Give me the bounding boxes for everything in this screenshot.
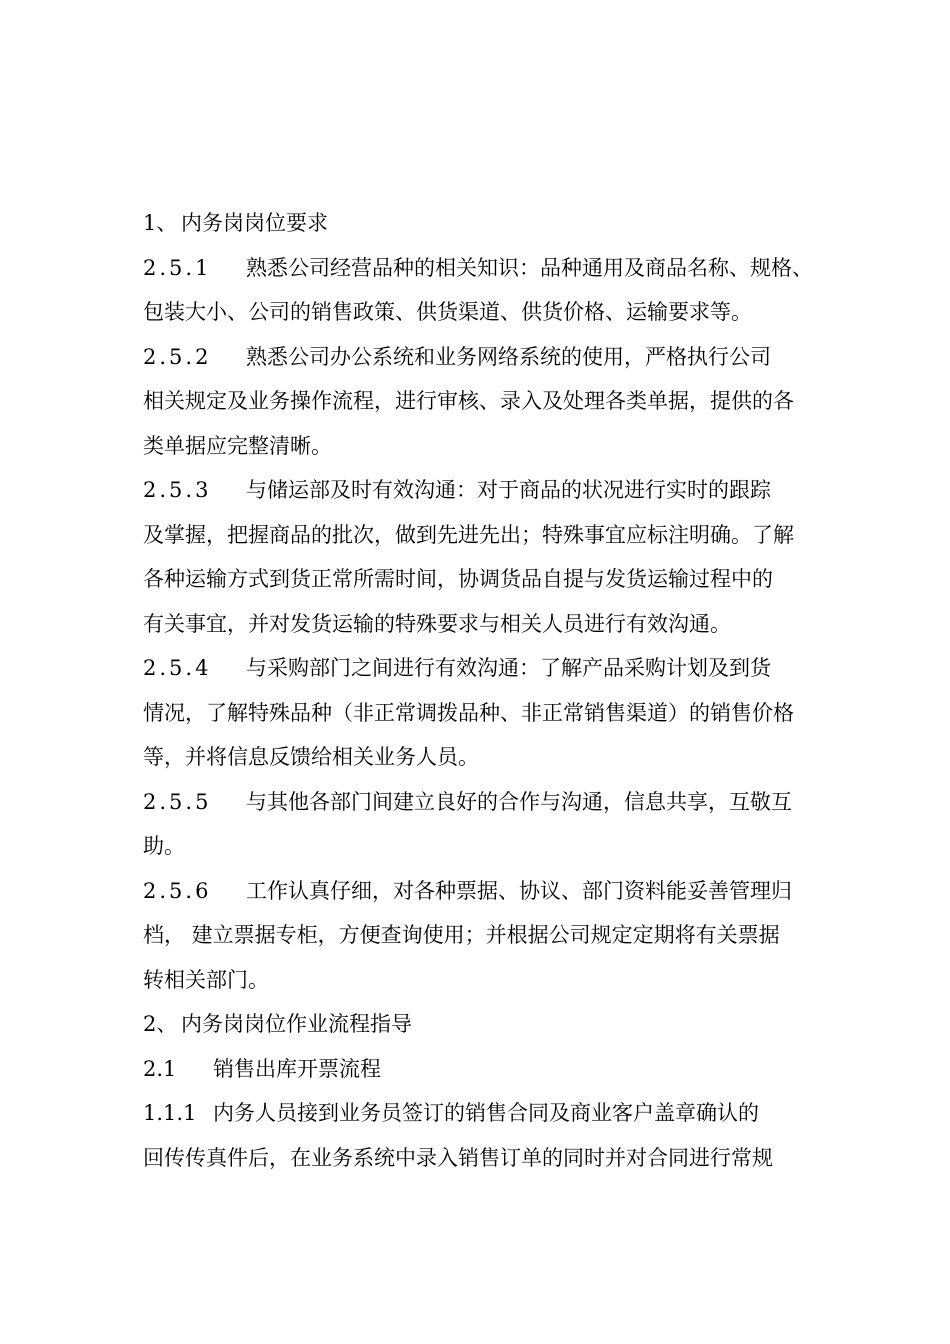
paragraph-number: 2.5.5	[143, 789, 212, 814]
heading-text: 销售出库开票流程	[213, 1056, 381, 1081]
paragraph-number: 2.5.1	[143, 255, 212, 280]
paragraph-2-5-2-line-3: 类单据应完整清晰。	[143, 433, 332, 458]
paragraph-text: 工作认真仔细，对各种票据、协议、部门资料能妥善管理归	[246, 878, 792, 903]
paragraph-number: 2.5.4	[143, 656, 212, 680]
heading-text: 内务岗岗位要求	[181, 211, 328, 235]
paragraph-number: 1.1.1	[143, 1101, 197, 1125]
paragraph-2-5-3-line-1	[143, 468, 823, 513]
paragraph-number: 2.5.3	[143, 478, 212, 502]
paragraph-2-5-6-line-2: 档， 建立票据专柜，方便查询使用；并根据公司规定定期将有关票据	[143, 923, 780, 947]
paragraph-2-5-1-line-1	[143, 246, 823, 291]
heading-number: 2.1	[143, 1056, 177, 1081]
paragraph-text: 与储运部及时有效沟通：对于商品的状况进行实时的跟踪	[246, 478, 771, 502]
paragraph-2-5-3-line-4: 有关事宜，并对发货运输的特殊要求与相关人员进行有效沟通。	[143, 611, 731, 636]
paragraph-2-5-6-line-1	[143, 869, 823, 914]
paragraph-number: 2.5.6	[143, 878, 212, 903]
heading-number: 2、	[143, 1012, 178, 1036]
paragraph-2-5-2-line-1	[143, 335, 823, 380]
paragraph-1-1-1-line-1	[143, 1091, 823, 1136]
section-heading-2	[143, 1002, 823, 1047]
paragraph-2-5-4-line-1	[143, 646, 823, 691]
paragraph-2-5-4-line-2: 情况，了解特殊品种（非正常调拨品种、非正常销售渠道）的销售价格	[143, 700, 794, 725]
section-heading-1	[143, 201, 823, 246]
paragraph-text: 内务人员接到业务员签订的销售合同及商业客户盖章确认的	[213, 1101, 759, 1125]
paragraph-2-5-1-line-2: 包装大小、公司的销售政策、供货渠道、供货价格、运输要求等。	[143, 300, 752, 324]
document-body	[143, 201, 823, 1180]
heading-text: 内务岗岗位作业流程指导	[181, 1012, 412, 1036]
heading-number: 1、	[143, 211, 178, 235]
paragraph-text: 熟悉公司经营品种的相关知识：品种通用及商品名称、规格、	[246, 255, 813, 280]
paragraph-number: 2.5.2	[143, 344, 212, 369]
subsection-heading-2-1	[143, 1047, 823, 1092]
paragraph-1-1-1-line-2: 回传传真件后，在业务系统中录入销售订单的同时并对合同进行常规	[143, 1145, 773, 1170]
paragraph-2-5-5-line-1	[143, 780, 823, 825]
paragraph-text: 熟悉公司办公系统和业务网络系统的使用，严格执行公司	[246, 344, 771, 369]
paragraph-text: 与其他各部门间建立良好的合作与沟通，信息共享，互敬互	[246, 789, 792, 814]
paragraph-2-5-5-line-2: 助。	[143, 834, 185, 858]
paragraph-text: 与采购部门之间进行有效沟通：了解产品采购计划及到货	[246, 656, 771, 680]
paragraph-2-5-4-line-3: 等，并将信息反馈给相关业务人员。	[143, 745, 479, 769]
paragraph-2-5-3-line-2: 及掌握，把握商品的批次，做到先进先出；特殊事宜应标注明确。了解	[143, 522, 794, 547]
paragraph-2-5-2-line-2: 相关规定及业务操作流程，进行审核、录入及处理各类单据，提供的各	[143, 389, 794, 413]
paragraph-2-5-3-line-3: 各种运输方式到货正常所需时间，协调货品自提与发货运输过程中的	[143, 567, 773, 591]
paragraph-2-5-6-line-3: 转相关部门。	[143, 967, 269, 992]
